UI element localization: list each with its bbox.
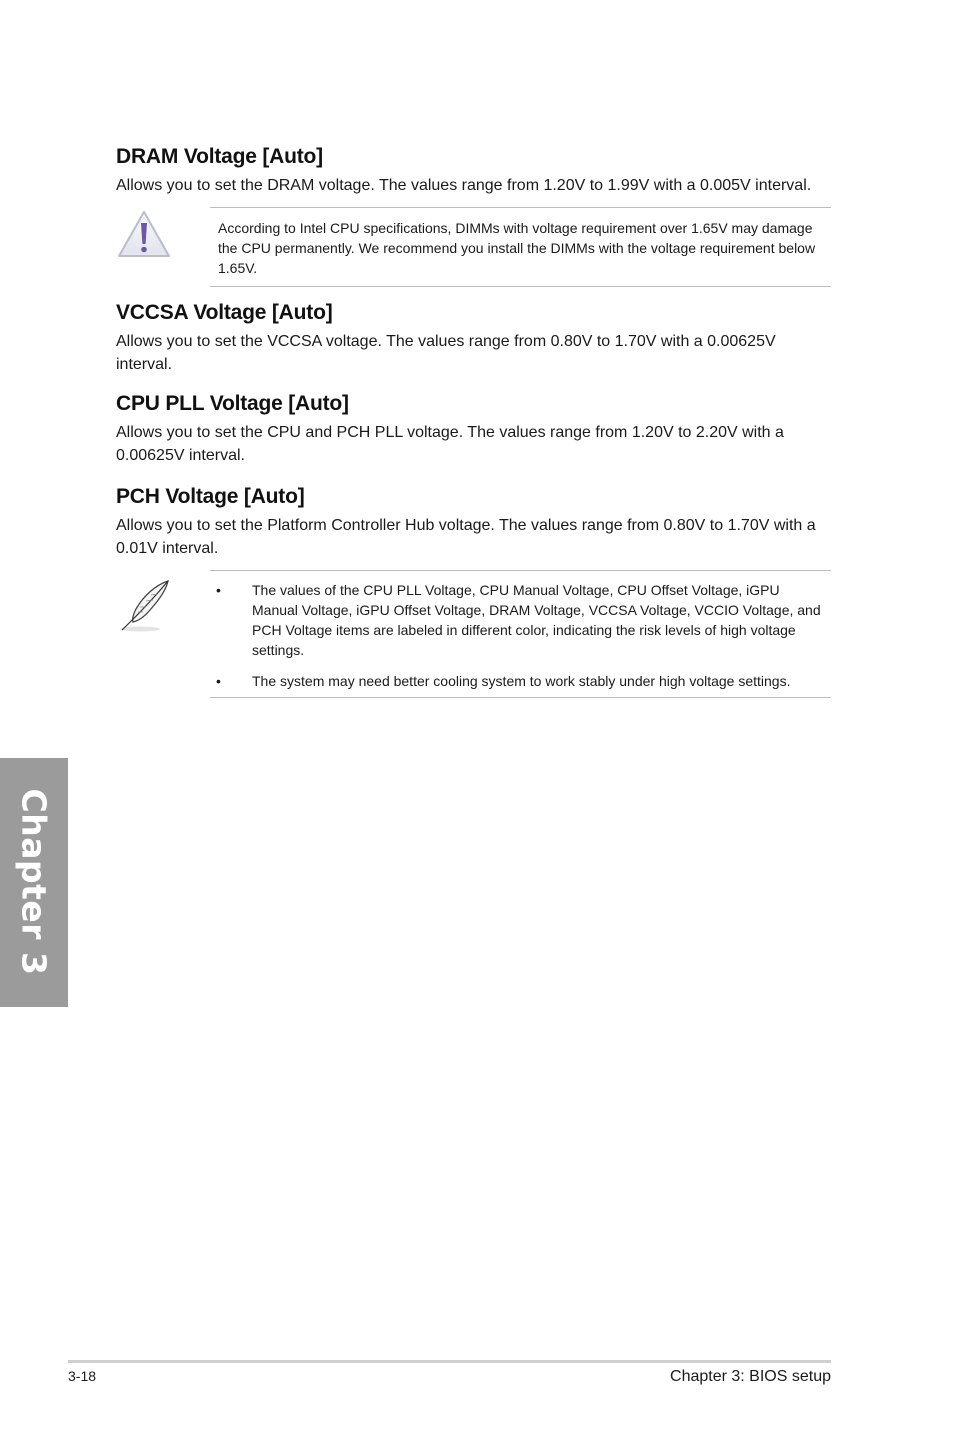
footer-divider bbox=[68, 1360, 831, 1363]
chapter-side-tab-label: Chapter 3 bbox=[14, 788, 54, 976]
warning-icon bbox=[116, 208, 172, 265]
section-pch-voltage bbox=[116, 483, 831, 560]
note-item bbox=[210, 671, 827, 691]
note-item bbox=[210, 580, 827, 660]
footer-chapter-title: Chapter 3: BIOS setup bbox=[670, 1368, 831, 1385]
note-box bbox=[210, 570, 831, 698]
section-heading: VCCSA Voltage [Auto] bbox=[116, 301, 333, 324]
warning-text: According to Intel CPU specifications, DIMMs with voltage requirement over 1.65V may damage the CPU permanently. We recommend you install the DIMMs with the voltage requirement below 1.65V. bbox=[218, 220, 816, 276]
section-body: Allows you to set the DRAM voltage. The values range from 1.20V to 1.99V with a 0.005V interval. bbox=[116, 177, 812, 194]
note-item-text: The values of the CPU PLL Voltage, CPU Manual Voltage, CPU Offset Voltage, iGPU Manual Voltage, iGPU Offset Voltage, DRAM Voltage, VCCSA Voltage, VCCIO Voltage, and PCH Voltage items are labeled in different color, indicating the risk levels of high voltage settings. bbox=[252, 582, 821, 658]
warning-notice bbox=[210, 207, 831, 287]
section-heading: CPU PLL Voltage [Auto] bbox=[116, 392, 349, 415]
section-heading: PCH Voltage [Auto] bbox=[116, 485, 305, 508]
note-item-text: The system may need better cooling system to work stably under high voltage settings. bbox=[252, 673, 791, 689]
bullet: • bbox=[216, 582, 221, 598]
feather-pen-icon bbox=[116, 577, 174, 640]
page-number: 3-18 bbox=[68, 1368, 97, 1384]
section-body: Allows you to set the VCCSA voltage. The values range from 0.80V to 1.70V with a 0.00625V interval. bbox=[116, 333, 776, 373]
page-content bbox=[116, 143, 831, 698]
section-dram-voltage bbox=[116, 143, 831, 197]
section-vccsa-voltage bbox=[116, 299, 831, 376]
chapter-side-tab bbox=[0, 758, 68, 1007]
section-body: Allows you to set the Platform Controller Hub voltage. The values range from 0.80V to 1.70V with a 0.01V interval. bbox=[116, 517, 816, 557]
bullet: • bbox=[216, 673, 221, 689]
section-heading: DRAM Voltage [Auto] bbox=[116, 145, 323, 168]
section-body: Allows you to set the CPU and PCH PLL voltage. The values range from 1.20V to 2.20V with a 0.00625V interval. bbox=[116, 424, 784, 464]
section-cpu-pll-voltage bbox=[116, 390, 831, 467]
